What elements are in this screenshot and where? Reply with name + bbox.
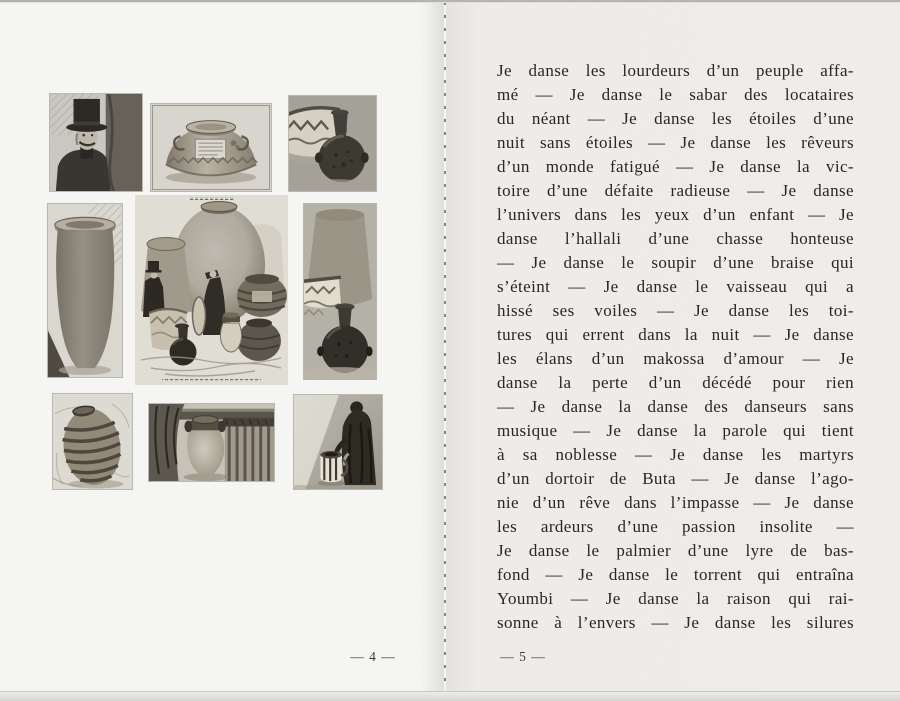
gutter-shadow: [420, 0, 444, 701]
poem-line: danse la perte d’un décédé pour rien: [497, 373, 854, 392]
man-in-top-hat-graphic: [50, 94, 142, 191]
poem-line: fond — Je danse le torrent qui entraîna: [497, 565, 854, 584]
left-page: [0, 0, 446, 701]
binding-stitch-line: [444, 2, 446, 696]
poem-line: Je danse les lourdeurs d’un peuple affa-: [497, 61, 854, 80]
engraving-jar-bowl-flask: [303, 203, 377, 380]
poem-line: s’éteint — Je danse le vaisseau qui a: [497, 277, 854, 296]
poem-line: d’un dortoir de Buta — Je danse l’ago-: [497, 469, 854, 488]
scan-bottom-edge: [0, 691, 900, 701]
engraving-bowl-and-flask: [288, 95, 377, 192]
poem-line: toire d’une défaite radieuse — Je danse: [497, 181, 854, 200]
engraving-urn-and-basket: [148, 403, 275, 482]
poem-line: — Je danse le soupir d’une braise qui: [497, 253, 854, 272]
left-page-number: — 4 —: [350, 649, 396, 664]
poem-line: à sa noblesse — Je danse les martyrs: [497, 445, 854, 464]
urn-and-basket-graphic: [149, 404, 274, 481]
poem-line: danse l’hallali d’une chasse honteuse: [497, 229, 854, 248]
poem-text: [497, 59, 854, 635]
poem-line: musique — Je danse la parole qui tient: [497, 421, 854, 440]
poem-line: nuit sans étoiles — Je danse les rêveurs: [497, 133, 854, 152]
engraving-tall-jar: [47, 203, 123, 378]
figure-with-jug-graphic: [294, 395, 382, 489]
poem-line: les ardeurs d’une passion insolite —: [497, 517, 854, 536]
right-page: [446, 0, 900, 701]
poem-line: mé — Je danse le sabar des locataires: [497, 85, 854, 104]
poem-line: tures qui errent dans la nuit — Je danse: [497, 325, 854, 344]
engraving-figure-with-jug: [293, 394, 383, 490]
engraving-beehive-jar: [52, 393, 133, 490]
bowl-and-flask-graphic: [289, 96, 376, 191]
jar-bowl-flask-graphic: [304, 204, 376, 379]
scan-top-edge: [0, 0, 900, 2]
engraving-pottery-scene: [135, 195, 288, 385]
beehive-jar-graphic: [53, 394, 132, 489]
poem-line: l’univers dans les yeux d’un enfant — Je: [497, 205, 854, 224]
poem-line: du néant — Je danse les étoiles d’une: [497, 109, 854, 128]
poem-line: — Je danse la danse des danseurs sans: [497, 397, 854, 416]
poem-line: Youmbi — Je danse la raison qui rai-: [497, 589, 854, 608]
tall-jar-graphic: [48, 204, 122, 377]
right-page-number: — 5 —: [500, 649, 546, 664]
poem-line: nie d’un rêve dans l’impasse — Je danse: [497, 493, 854, 512]
engraving-man-in-top-hat: [49, 93, 143, 192]
squat-pot-graphic: [151, 104, 271, 191]
poem-line: les élans d’un makossa d’amour — Je: [497, 349, 854, 368]
poem-line: Je danse le palmier d’une lyre de bas-: [497, 541, 854, 560]
poem-line: hissé ses voiles — Je danse les toi-: [497, 301, 854, 320]
engraving-squat-pot: [150, 103, 272, 192]
poem-line: d’un monde fatigué — Je danse la vic-: [497, 157, 854, 176]
poem-line: sonne à l’envers — Je danse les silures: [497, 613, 854, 632]
pottery-scene-graphic: [135, 195, 288, 385]
